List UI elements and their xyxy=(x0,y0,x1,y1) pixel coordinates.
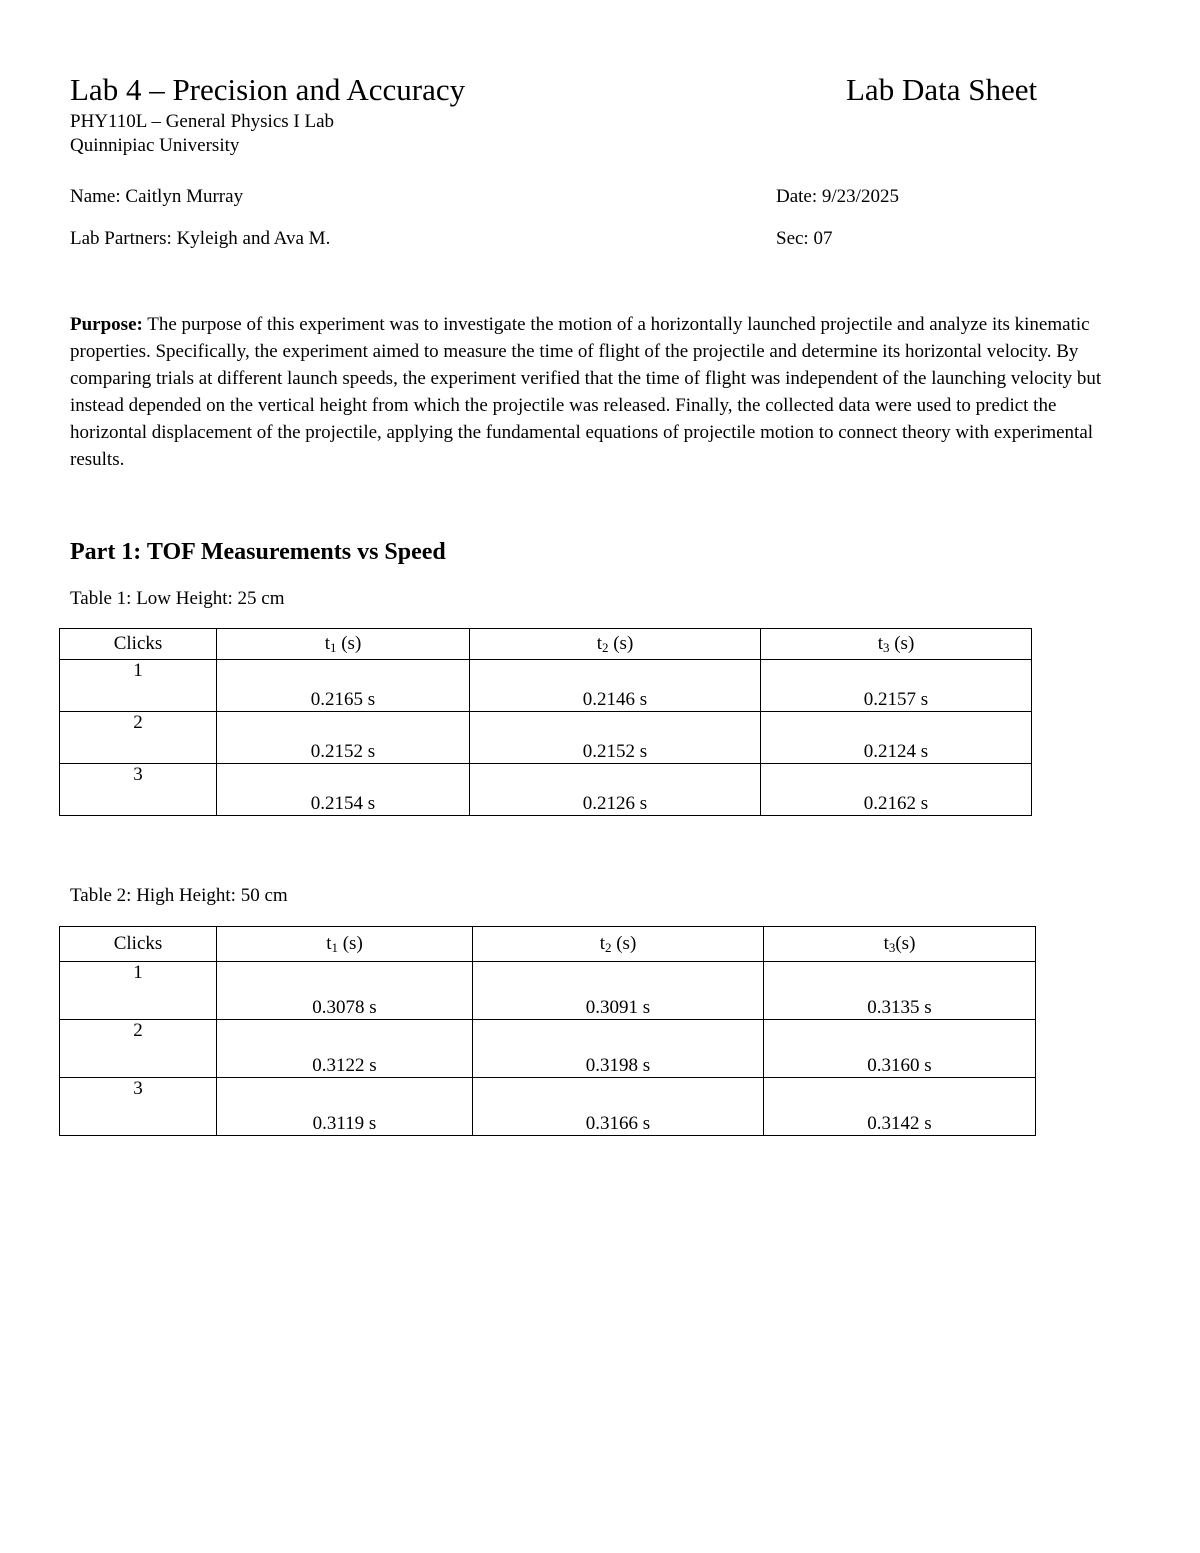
t2-cell: 0.2126 s xyxy=(470,764,761,816)
table2-caption: Table 2: High Height: 50 cm xyxy=(70,885,288,906)
header-t2 xyxy=(470,629,761,660)
table-row xyxy=(60,764,1032,816)
table-header-row xyxy=(60,629,1032,660)
table-row xyxy=(60,1020,1036,1078)
header-t1 xyxy=(217,927,473,962)
t1-cell: 0.2152 s xyxy=(217,712,470,764)
course-name: PHY110L – General Physics I Lab xyxy=(70,111,335,132)
header-t3 xyxy=(761,629,1032,660)
purpose-label: Purpose: xyxy=(70,314,143,335)
header-t1-unit: (s) xyxy=(337,932,363,954)
table-header-row xyxy=(60,927,1036,962)
header-t2-subscript: 2 xyxy=(604,939,612,955)
clicks-cell: 1 xyxy=(60,962,217,1020)
header-t2-unit: (s) xyxy=(611,932,637,954)
document-type-title: Lab Data Sheet xyxy=(846,72,1038,107)
purpose-text: The purpose of this experiment was to investigate the motion of a horizontally launched projectile and analyze its kinematic properties. Specifically, the experiment aimed to measure the time of flight of the projectile and determine its horizontal velocity. By comparing trials at different launch speeds, the experiment verified that the time of flight was independent of the launching velocity but instead depended on the vertical height from which the projectile was released. Finally, the collected data were used to predict the horizontal displacement of the projectile, applying the fundamental equations of projectile motion to connect theory with experimental results. xyxy=(70,314,1102,470)
header-t1-symbol: t xyxy=(326,932,332,954)
t2-cell: 0.2146 s xyxy=(470,660,761,712)
table-row xyxy=(60,1078,1036,1136)
lab-date: Date: 9/23/2025 xyxy=(776,186,899,207)
header-t2-symbol: t xyxy=(599,932,605,954)
header-t3-unit: (s) xyxy=(895,932,916,954)
header-t2-symbol: t xyxy=(596,632,602,654)
table1-low-height xyxy=(59,628,1032,816)
t1-cell: 0.3119 s xyxy=(217,1078,473,1136)
t3-cell: 0.3142 s xyxy=(764,1078,1036,1136)
table2-high-height xyxy=(59,926,1036,1136)
t1-cell: 0.3078 s xyxy=(217,962,473,1020)
t3-cell: 0.3160 s xyxy=(764,1020,1036,1078)
section-number: Sec: 07 xyxy=(776,228,833,249)
header-t3-unit: (s) xyxy=(889,632,915,654)
header-t3-subscript: 3 xyxy=(888,939,896,955)
t1-cell: 0.2154 s xyxy=(217,764,470,816)
header-t3-subscript: 3 xyxy=(882,639,890,655)
t3-cell: 0.3135 s xyxy=(764,962,1036,1020)
header-clicks: Clicks xyxy=(60,629,217,660)
t1-cell: 0.3122 s xyxy=(217,1020,473,1078)
document-title: Lab 4 – Precision and Accuracy xyxy=(70,72,466,107)
header-t2-subscript: 2 xyxy=(601,639,609,655)
t2-cell: 0.3091 s xyxy=(473,962,764,1020)
t1-cell: 0.2165 s xyxy=(217,660,470,712)
header-t3 xyxy=(764,927,1036,962)
table-row xyxy=(60,660,1032,712)
part1-heading: Part 1: TOF Measurements vs Speed xyxy=(70,539,446,565)
header-t1-unit: (s) xyxy=(336,632,362,654)
table-row xyxy=(60,712,1032,764)
clicks-cell: 3 xyxy=(60,764,217,816)
table-row xyxy=(60,962,1036,1020)
header-t3-symbol: t xyxy=(877,632,883,654)
header-clicks: Clicks xyxy=(60,927,217,962)
header-t3-symbol: t xyxy=(883,932,889,954)
header-t1 xyxy=(217,629,470,660)
clicks-cell: 2 xyxy=(60,1020,217,1078)
university-name: Quinnipiac University xyxy=(70,135,240,156)
t2-cell: 0.3198 s xyxy=(473,1020,764,1078)
header-t1-symbol: t xyxy=(324,632,330,654)
clicks-cell: 1 xyxy=(60,660,217,712)
header-t1-subscript: 1 xyxy=(329,639,337,655)
purpose-paragraph xyxy=(70,311,1130,473)
header-t2-unit: (s) xyxy=(608,632,634,654)
t3-cell: 0.2124 s xyxy=(761,712,1032,764)
clicks-cell: 3 xyxy=(60,1078,217,1136)
t3-cell: 0.2157 s xyxy=(761,660,1032,712)
t3-cell: 0.2162 s xyxy=(761,764,1032,816)
header-t1-subscript: 1 xyxy=(331,939,338,955)
t2-cell: 0.3166 s xyxy=(473,1078,764,1136)
student-name: Name: Caitlyn Murray xyxy=(70,186,244,207)
lab-partners: Lab Partners: Kyleigh and Ava M. xyxy=(70,228,331,249)
t2-cell: 0.2152 s xyxy=(470,712,761,764)
header-t2 xyxy=(473,927,764,962)
table1-caption: Table 1: Low Height: 25 cm xyxy=(70,588,285,609)
clicks-cell: 2 xyxy=(60,712,217,764)
